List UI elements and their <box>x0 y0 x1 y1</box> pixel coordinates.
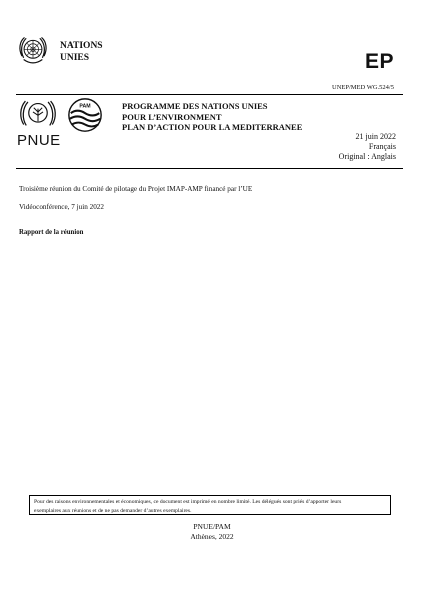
doc-symbol: UNEP/MED WG.524/5 <box>332 84 394 91</box>
notice-line: Pour des raisons environnementales et économiques, ce document est imprimé en nombre limité. Les délégués sont priés d’apporter leurs <box>34 499 342 505</box>
programme-title <box>122 101 302 133</box>
report-title: Rapport de la réunion <box>19 229 84 236</box>
header-rule <box>16 94 403 95</box>
doc-code: EP <box>364 50 394 73</box>
programme-title-line: PLAN D’ACTION POUR LA MEDITERRANEE <box>122 122 303 132</box>
notice-line: exemplaires aux réunions et de ne pas demander d’autres exemplaires. <box>34 507 192 514</box>
programme-title-line: PROGRAMME DES NATIONS UNIES <box>122 101 268 111</box>
document-date: 21 juin 2022 <box>355 132 396 141</box>
pam-logo-label: PAM <box>79 103 91 110</box>
unep-logo-icon <box>17 97 59 132</box>
venue-date: Vidéoconférence, 7 juin 2022 <box>19 203 104 211</box>
pnue-label: PNUE <box>17 132 61 149</box>
document-language: Français <box>368 142 396 151</box>
document-meta <box>339 132 396 162</box>
footer-org: PNUE/PAM <box>193 522 231 531</box>
un-name-line: NATIONS <box>60 41 103 51</box>
un-name-line: UNIES <box>60 53 90 63</box>
programme-title-line: POUR L’ENVIRONMENT <box>122 111 222 122</box>
section-rule <box>16 168 403 169</box>
document-original-language: Original : Anglais <box>338 152 396 161</box>
pam-logo-icon <box>66 96 104 134</box>
un-name <box>60 40 103 64</box>
meeting-title: Troisième réunion du Comité de pilotage du Projet IMAP-AMP financé par l’UE <box>19 185 253 193</box>
footer <box>0 522 424 542</box>
printing-notice <box>29 495 391 515</box>
un-emblem-icon <box>16 34 50 68</box>
footer-place-year: Athènes, 2022 <box>190 532 234 541</box>
